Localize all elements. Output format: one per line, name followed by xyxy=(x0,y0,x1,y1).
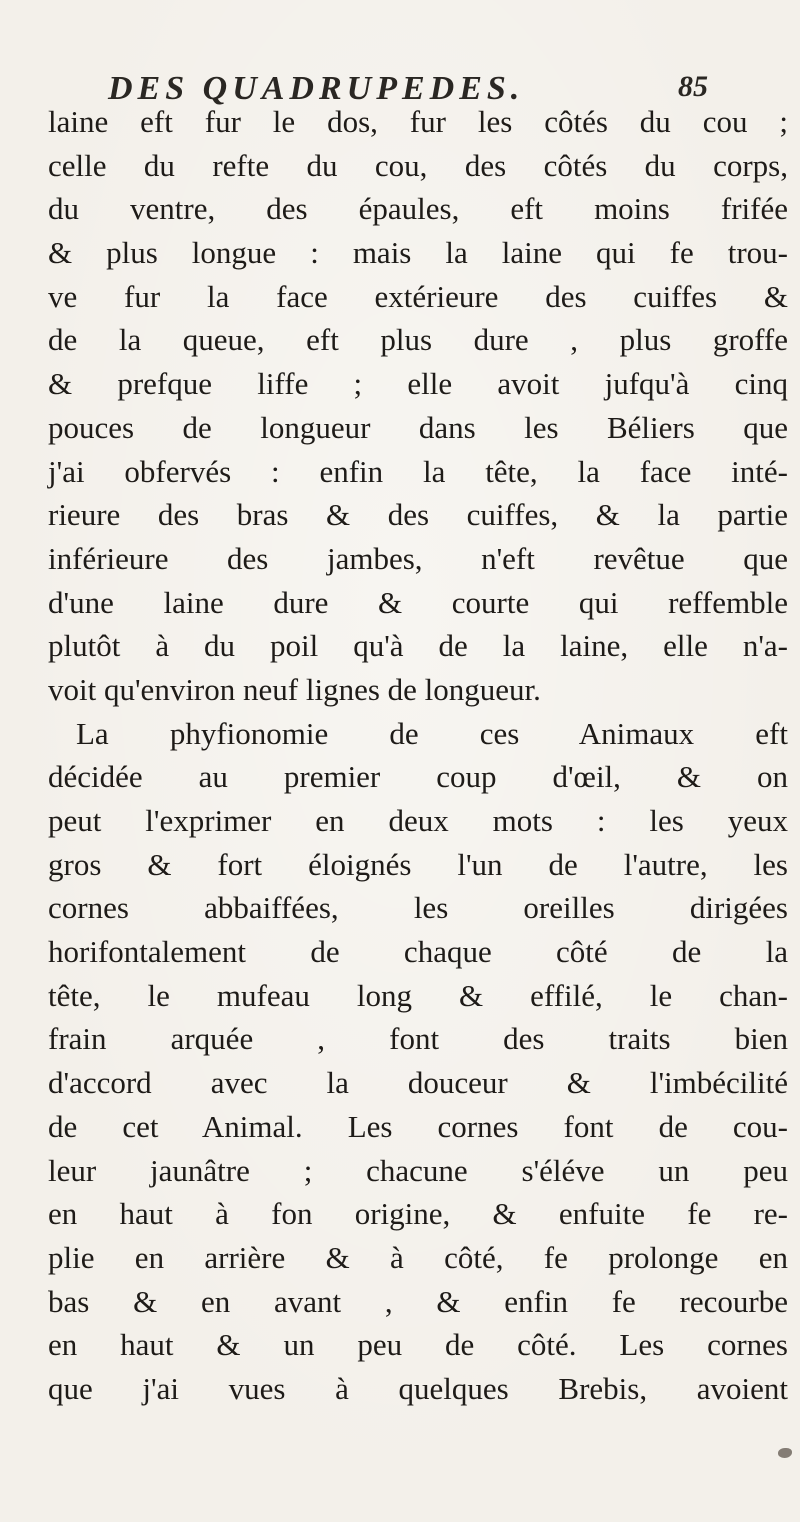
text-line: rieure des bras & des cuiffes, & la partie xyxy=(48,497,788,533)
text-line: plutôt à du poil qu'à de la laine, elle n'a- xyxy=(48,628,788,664)
text-line: d'une laine dure & courte qui reffemble xyxy=(48,584,788,620)
text-line: & prefque liffe ; elle avoit jufqu'à cinq xyxy=(48,366,788,402)
text-line: laine eft fur le dos, fur les côtés du cou ; xyxy=(48,104,788,139)
text-line: peut l'exprimer en deux mots : les yeux xyxy=(48,803,788,838)
page-number: 85 xyxy=(678,70,708,103)
text-line: frain arquée , font des traits bien xyxy=(48,1021,788,1057)
text-line: en haut à fon origine, & enfuite fe re- xyxy=(48,1196,788,1232)
text-line: ve fur la face extérieure des cuiffes & xyxy=(48,278,788,314)
text-line: en haut & un peu de côté. Les cornes xyxy=(48,1327,788,1363)
text-line: que j'ai vues à quelques Brebis, avoient xyxy=(48,1370,788,1406)
running-title: DES QUADRUPEDES. xyxy=(108,70,525,107)
text-line: pouces de longueur dans les Béliers que xyxy=(48,409,788,445)
text-line: de cet Animal. Les cornes font de cou- xyxy=(48,1108,788,1144)
text-line: celle du refte du cou, des côtés du corps, xyxy=(48,147,788,183)
ink-speck xyxy=(778,1448,792,1458)
text-line: bas & en avant , & enfin fe recourbe xyxy=(48,1283,788,1319)
text-line: d'accord avec la douceur & l'imbécilité xyxy=(48,1065,788,1101)
text-line: du ventre, des épaules, eft moins frifée xyxy=(48,191,788,227)
text-line: décidée au premier coup d'œil, & on xyxy=(48,759,788,795)
body-text xyxy=(48,100,788,1411)
text-line: de la queue, eft plus dure , plus groffe xyxy=(48,322,788,358)
paragraph-end-line: voit qu'environ neuf lignes de longueur. xyxy=(48,671,541,707)
text-line: cornes abbaiffées, les oreilles dirigées xyxy=(48,890,788,926)
text-line: gros & fort éloignés l'un de l'autre, les xyxy=(48,846,788,882)
text-line: & plus longue : mais la laine qui fe trou- xyxy=(48,235,788,271)
text-line: inférieure des jambes, n'eft revêtue que xyxy=(48,540,788,576)
text-line: tête, le mufeau long & effilé, le chan- xyxy=(48,977,788,1013)
paragraph-start-line: La phyfionomie de ces Animaux eft xyxy=(76,715,788,751)
text-line: plie en arrière & à côté, fe prolonge en xyxy=(48,1239,788,1275)
text-line: leur jaunâtre ; chacune s'éléve un peu xyxy=(48,1152,788,1188)
text-line: horifontalement de chaque côté de la xyxy=(48,934,788,970)
text-line: j'ai obfervés : enfin la tête, la face inté- xyxy=(48,453,788,489)
